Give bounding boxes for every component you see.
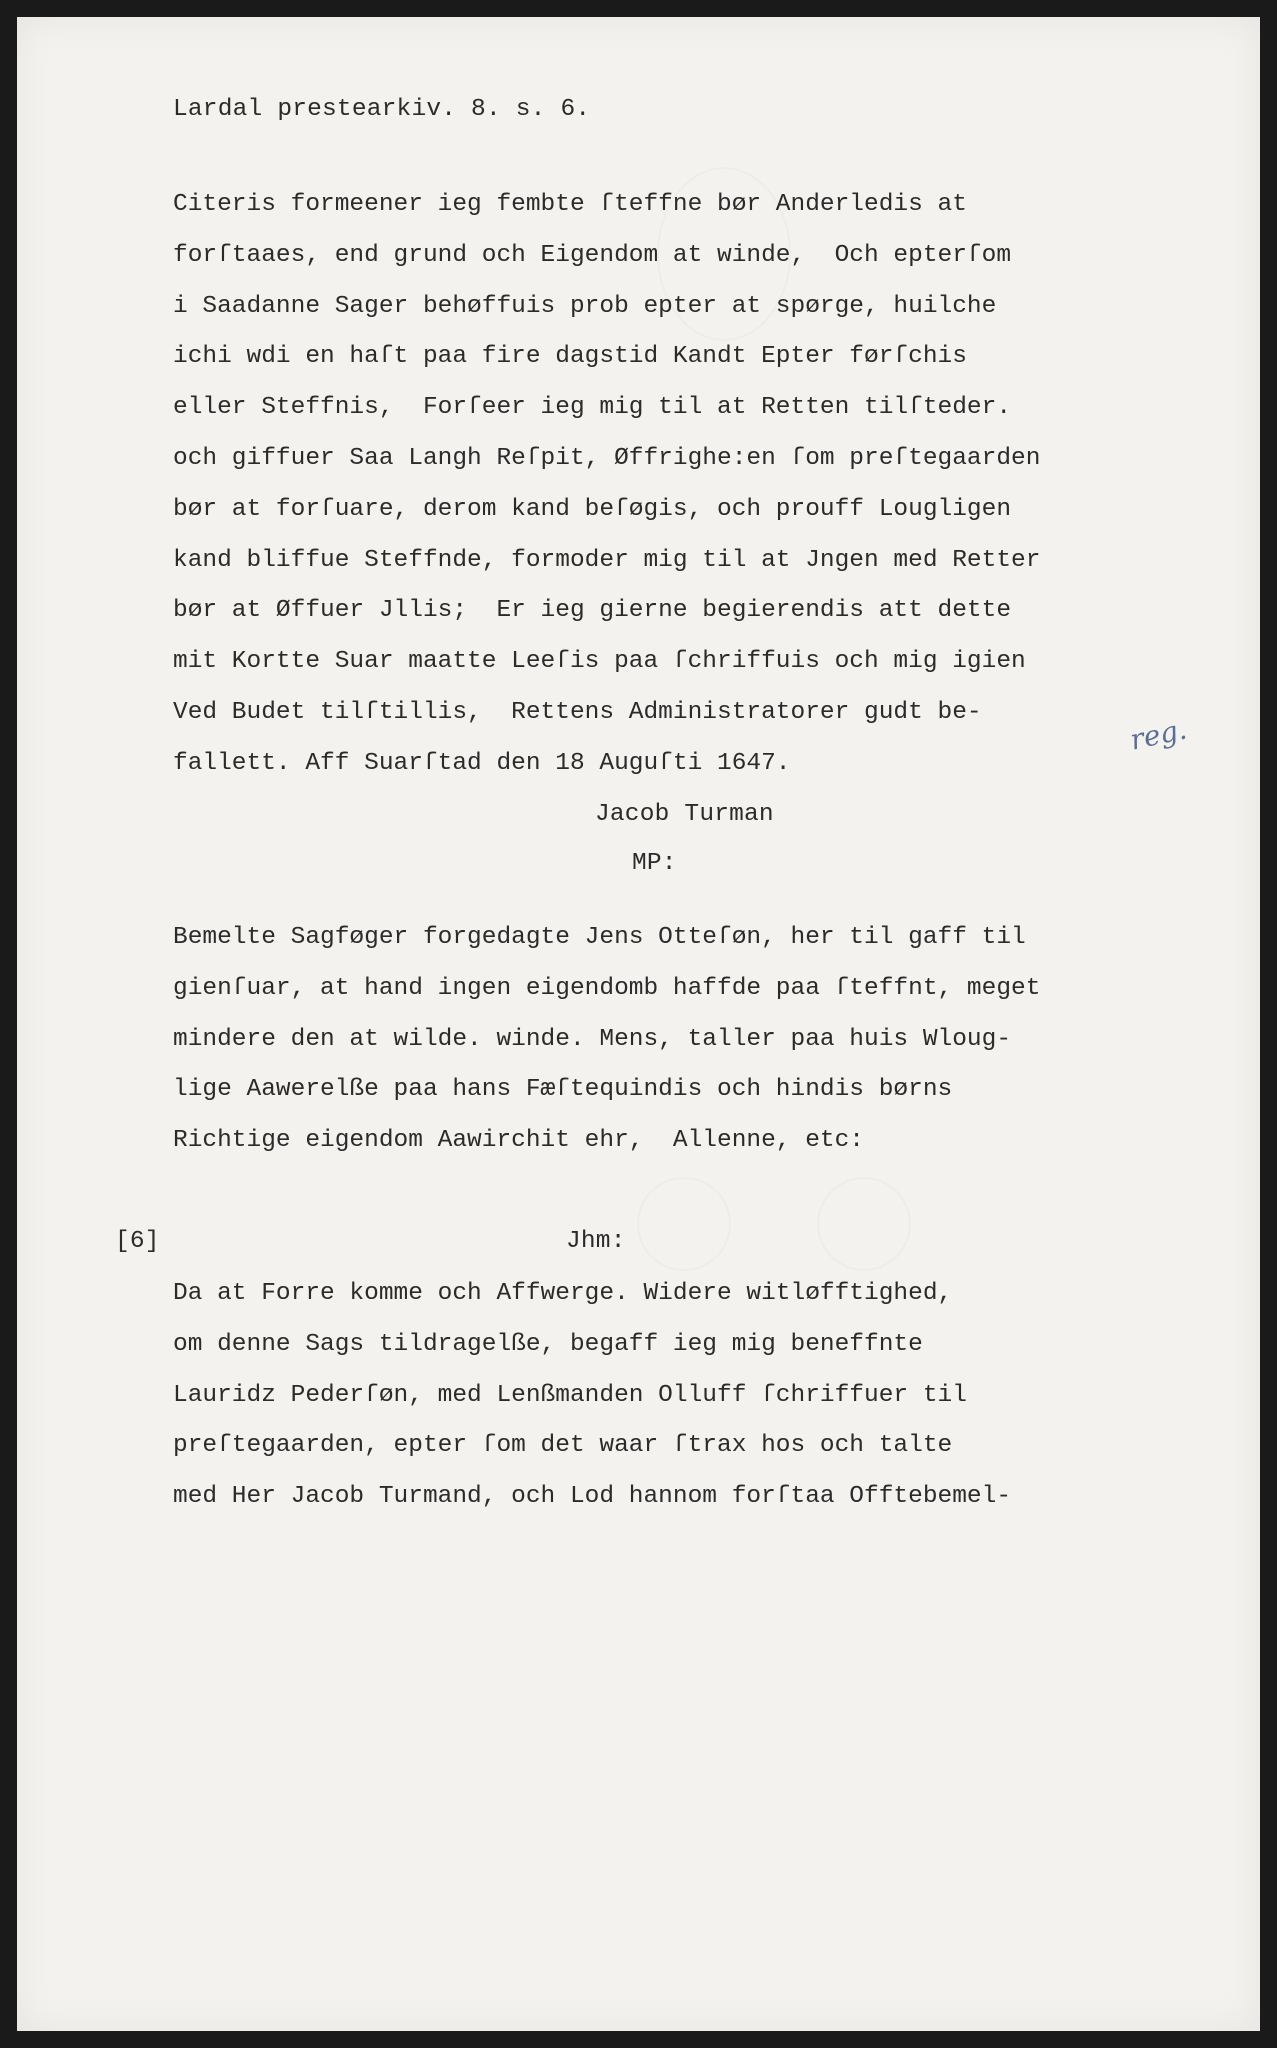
- text-line: gienſuar, at hand ingen eigendomb haffde paa ſteffnt, meget: [173, 974, 1041, 1002]
- page-marker: [6]: [115, 1228, 160, 1255]
- text-line: bør at Øffuer Jllis; Er ieg gierne begierendis att dette: [173, 597, 1012, 625]
- section-heading: Jhm:: [566, 1228, 626, 1255]
- archive-header: Lardal prestearkiv. 8. s. 6.: [173, 96, 591, 123]
- text-line: mit Kortte Suar maatte Leeſis paa ſchriffuis och mig igien: [173, 648, 1026, 676]
- text-line: och giffuer Saa Langh Reſpit, Øffrighe:en ſom preſtegaarden: [173, 444, 1041, 472]
- signature-name: Jacob Turman: [595, 801, 774, 828]
- text-line: kand bliffue Steffnde, formoder mig til at Jngen med Retter: [173, 546, 1041, 574]
- text-line: forſtaaes, end grund och Eigendom at winde, Och epterſom: [173, 241, 1012, 269]
- text-line: med Her Jacob Turmand, och Lod hannom forſtaa Offtebemel-: [173, 1483, 1012, 1511]
- text-line: preſtegaarden, epter ſom det waar ſtrax hos och talte: [173, 1432, 953, 1460]
- text-line: mindere den at wilde. winde. Mens, taller paa huis Wloug-: [173, 1025, 1012, 1053]
- paragraph-3: [173, 1269, 1011, 1523]
- text-line: Richtige eigendom Aawirchit ehr, Allenne, etc:: [173, 1127, 865, 1155]
- signature-mark: MP:: [632, 850, 677, 877]
- text-line: bør at forſuare, derom kand beſøgis, och prouff Lougligen: [173, 495, 1012, 523]
- text-line: fallett. Aff Suarſtad den 18 Auguſti 1647.: [173, 749, 791, 777]
- text-line: Lauridz Pederſøn, med Lenßmanden Olluff ſchriffuer til: [173, 1381, 967, 1409]
- text-line: Ved Budet tilſtillis, Rettens Administratorer gudt be-: [173, 698, 982, 726]
- margin-note-handwritten: reg.: [1127, 712, 1190, 757]
- text-line: Bemelte Sagføger forgedagte Jens Otteſøn, her til gaff til: [173, 924, 1026, 951]
- text-line: lige Aawerelße paa hans Fæſtequindis och hindis børns: [173, 1076, 953, 1104]
- text-line: Da at Forre komme och Affwerge. Widere witløfftighed,: [173, 1280, 953, 1307]
- text-line: om denne Sags tildragelße, begaff ieg mig beneffnte: [173, 1330, 923, 1358]
- text-line: Citeris formeener ieg fembte ſteffne bør Anderledis at: [173, 191, 967, 218]
- bleed-through-mark: [817, 1177, 911, 1271]
- paragraph-2: [173, 913, 1040, 1167]
- text-line: i Saadanne Sager behøffuis prob epter at spørge, huilche: [173, 292, 997, 320]
- text-line: eller Steffnis, Forſeer ieg mig til at Retten tilſteder.: [173, 394, 1012, 422]
- bleed-through-mark: [637, 1177, 731, 1271]
- paragraph-1: [173, 180, 1040, 790]
- text-line: ichi wdi en haſt paa fire dagstid Kandt Epter førſchis: [173, 343, 967, 371]
